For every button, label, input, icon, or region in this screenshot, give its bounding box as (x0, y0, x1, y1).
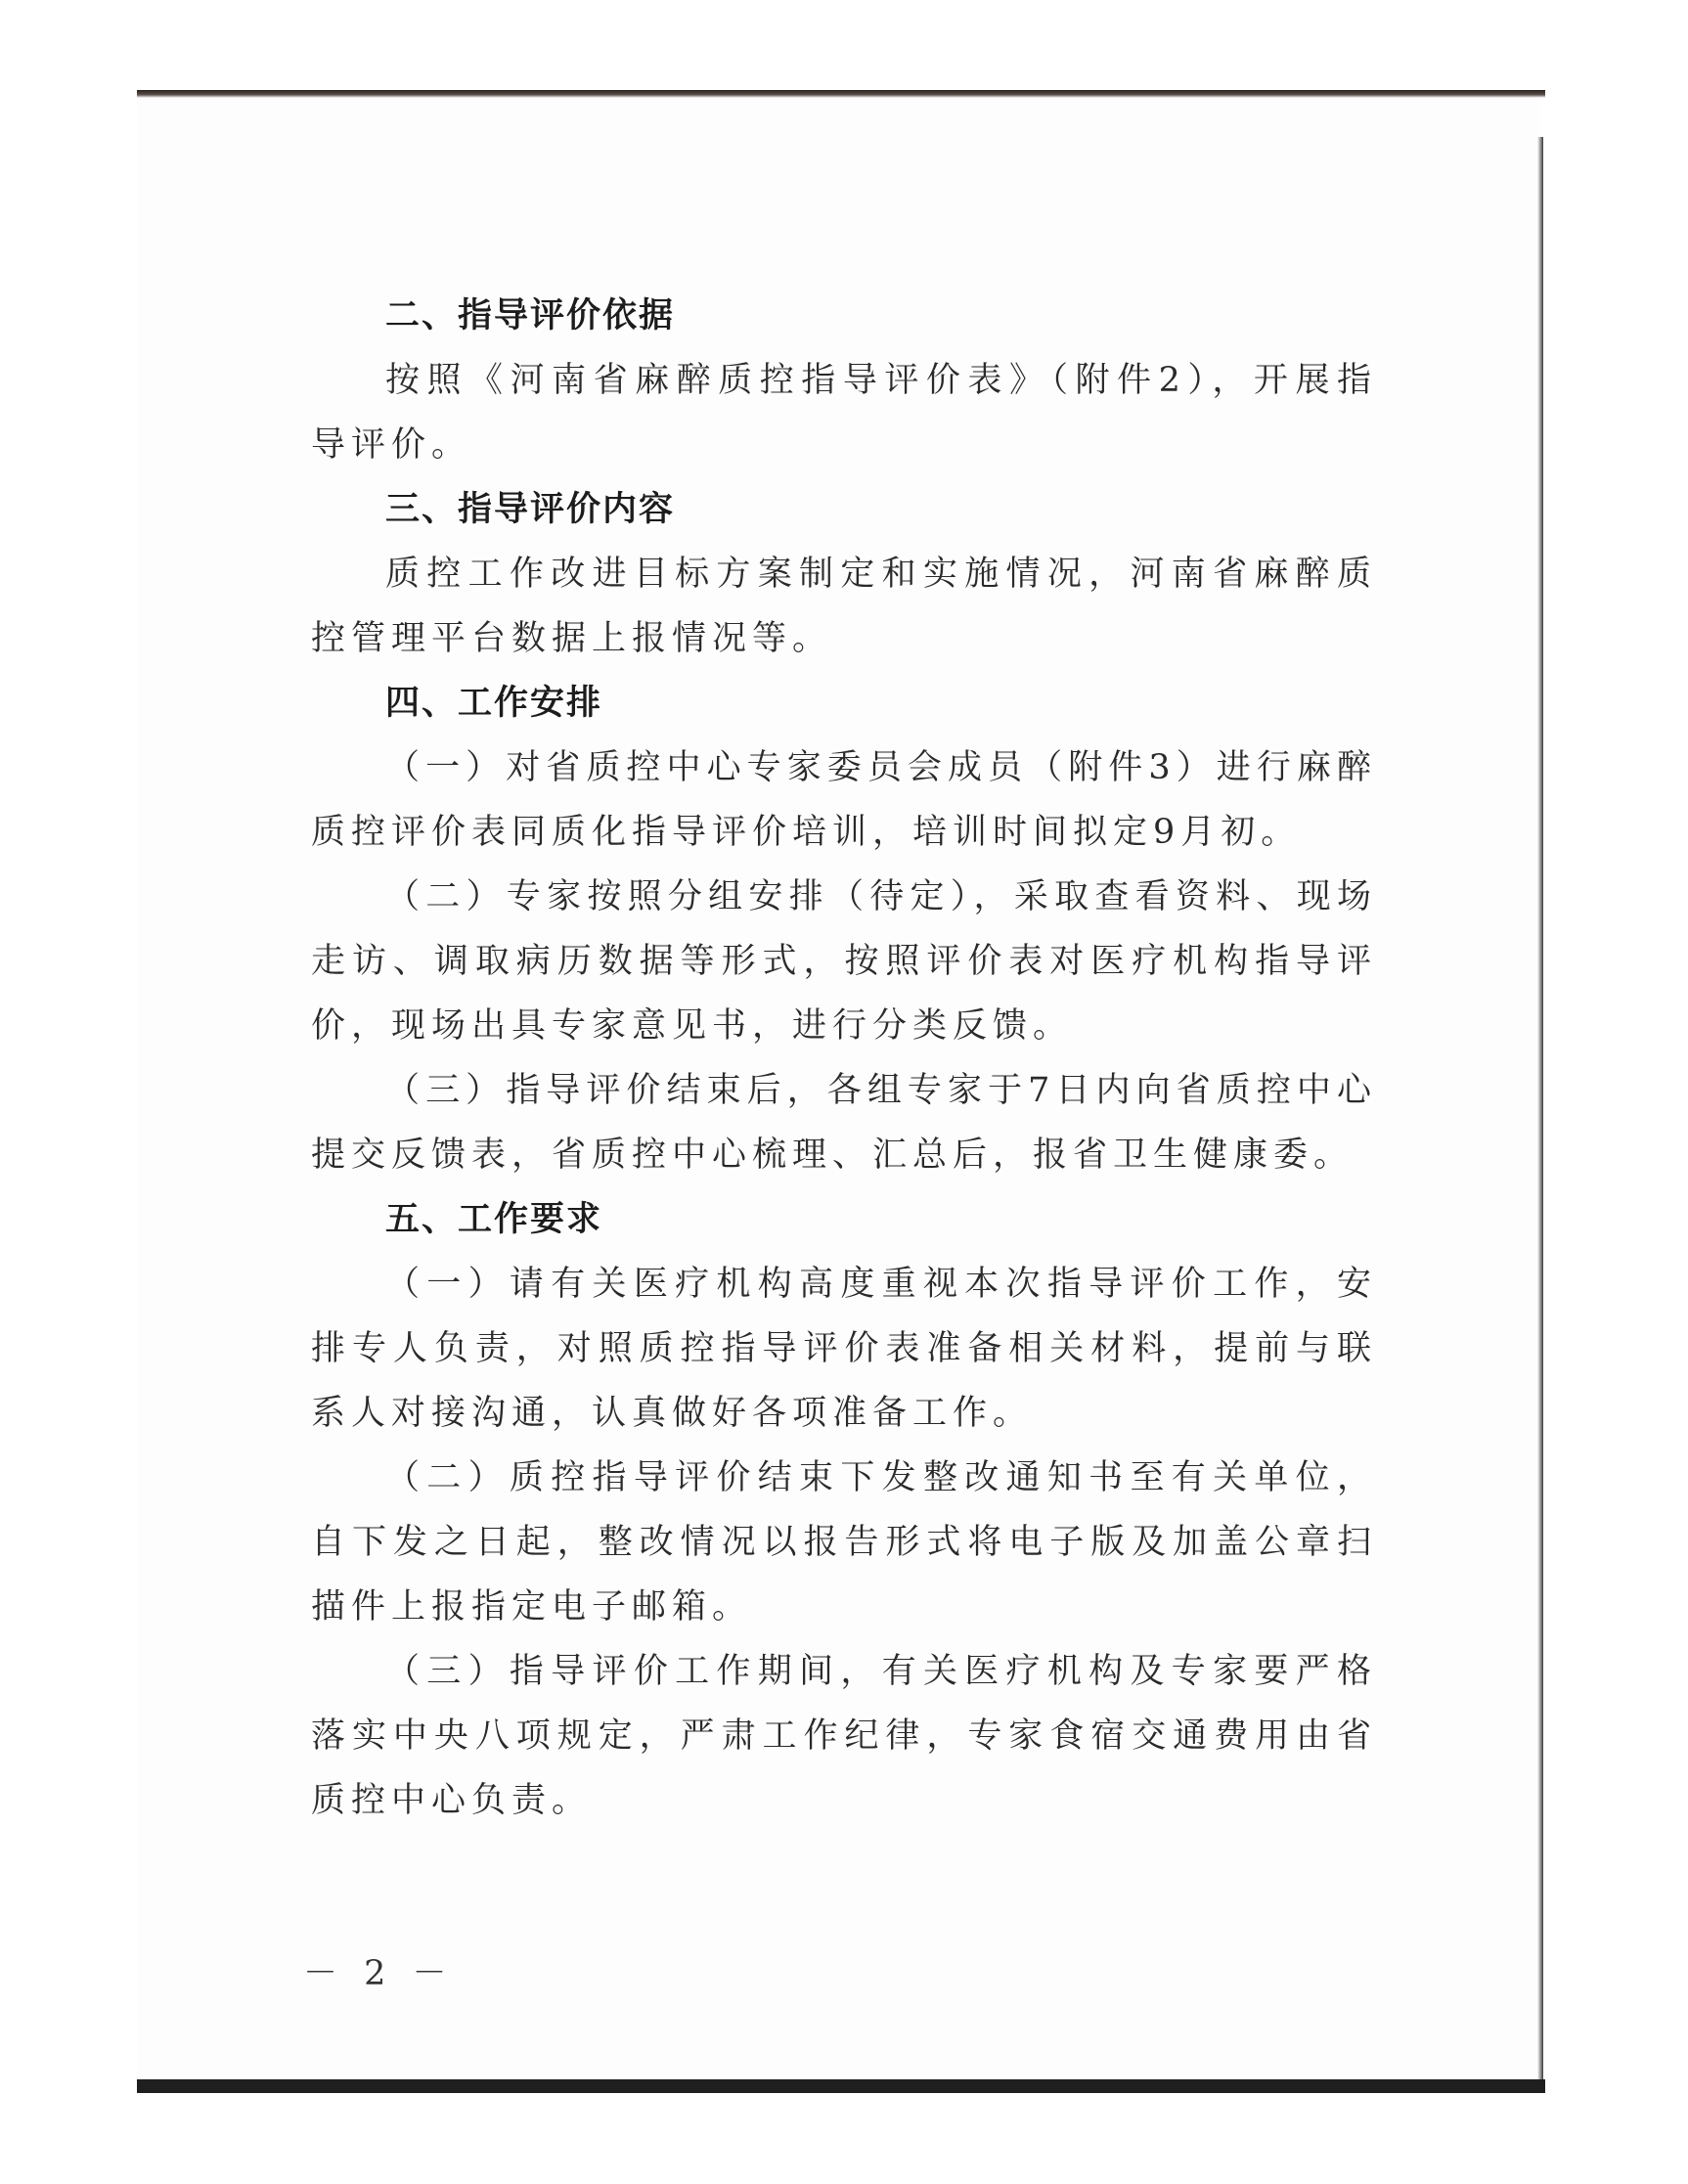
section-heading: 二、指导评价依据 (385, 296, 676, 335)
paragraph: （一）对省质控中心专家委员会成员（附件3）进行麻醉质控评价表同质化指导评价培训，培训时间拟定9月初。 (311, 748, 1377, 852)
scan-right-edge (1537, 137, 1543, 2083)
document-body (311, 284, 1377, 1833)
paragraph: 按照《河南省麻醉质控指导评价表》（附件2），开展指导评价。 (311, 361, 1377, 465)
page-number: － 2 － (303, 1954, 455, 1993)
section-basis (311, 284, 1377, 477)
scan-top-edge (137, 90, 1545, 98)
paragraph: （二）质控指导评价结束下发整改通知书至有关单位，自下发之日起，整改情况以报告形式将电子版及加盖公章扫描件上报指定电子邮箱。 (311, 1458, 1377, 1627)
section-arrangement (311, 671, 1377, 1187)
paragraph: 质控工作改进目标方案制定和实施情况，河南省麻醉质控管理平台数据上报情况等。 (311, 555, 1377, 658)
paragraph: （三）指导评价结束后，各组专家于7日内向省质控中心提交反馈表，省质控中心梳理、汇总后，报省卫生健康委。 (311, 1071, 1377, 1175)
section-content (311, 477, 1377, 671)
section-heading: 五、工作要求 (385, 1200, 603, 1239)
section-heading: 四、工作安排 (385, 684, 603, 723)
scan-bottom-edge (137, 2079, 1545, 2093)
paragraph: （一）请有关医疗机构高度重视本次指导评价工作，安排专人负责，对照质控指导评价表准备相关材料，提前与联系人对接沟通，认真做好各项准备工作。 (311, 1265, 1377, 1433)
paragraph: （三）指导评价工作期间，有关医疗机构及专家要严格落实中央八项规定，严肃工作纪律，专家食宿交通费用由省质控中心负责。 (311, 1652, 1377, 1820)
section-requirements (311, 1187, 1377, 1833)
section-heading: 三、指导评价内容 (385, 490, 676, 529)
paragraph: （二）专家按照分组安排（待定），采取查看资料、现场走访、调取病历数据等形式，按照评价表对医疗机构指导评价，现场出具专家意见书，进行分类反馈。 (311, 877, 1377, 1046)
